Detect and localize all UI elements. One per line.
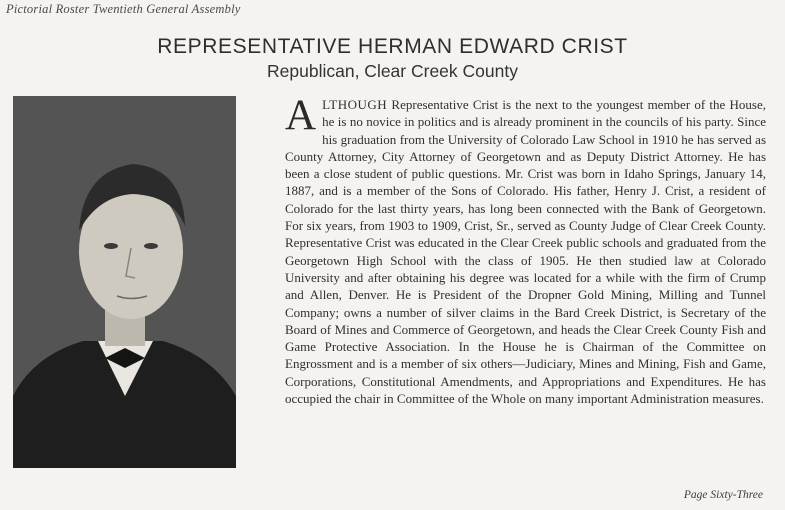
drop-cap: A [285, 92, 317, 139]
lead-word: LTHOUGH [322, 97, 388, 112]
running-head: Pictorial Roster Twentieth General Assembly [6, 2, 241, 16]
page-subtitle: Republican, Clear Creek County [267, 61, 518, 81]
portrait-photo [13, 96, 236, 468]
page-title: REPRESENTATIVE HERMAN EDWARD CRIST [157, 35, 628, 58]
biography-body: Representative Crist is the next to the youngest member of the House, he is no novice in politics and is already prominent in the councils of his party. Since his graduation from the University of Colorado Law School in 1910 he has served as County Attorney, City Attorney of Georgetown and as Deputy District Attorney. He has been a close student of public questions. Mr. Crist was born in Idaho Springs, January 14, 1887, and is a member of the Sons of Colorado. His father, Henry J. Crist, a resident of Colorado for the last thirty years, has long been connected with the Bank of Georgetown. For six years, from 1903 to 1909, Crist, Sr., served as County Judge of Clear Creek County. Representative Crist was educated in the Clear Creek public schools and graduated from the Georgetown High School with the class of 1905. He then studied law at Colorado University and after obtaining his degree was located for a while with the firm of Crump and Allen, Denver. He is President of the Dropner Gold Mining, Milling and Tunnel Company; owns a number of silver claims in the Bard Creek District, is Secretary of the Board of Mines and Commerce of Georgetown, and heads the Clear Creek County Fish and Game Protective Association. In the House he is Chairman of the Committee on Engrossment and is a member of six others—Judiciary, Mines and Mining, Fish and Game, Corporations, Constitutional Amendments, and Appropriations and Expenditures. He has occupied the chair in Committee of the Whole on many important Administration measures. [285, 97, 766, 407]
page-number: Page Sixty-Three [683, 489, 763, 501]
biography-text [285, 92, 766, 407]
